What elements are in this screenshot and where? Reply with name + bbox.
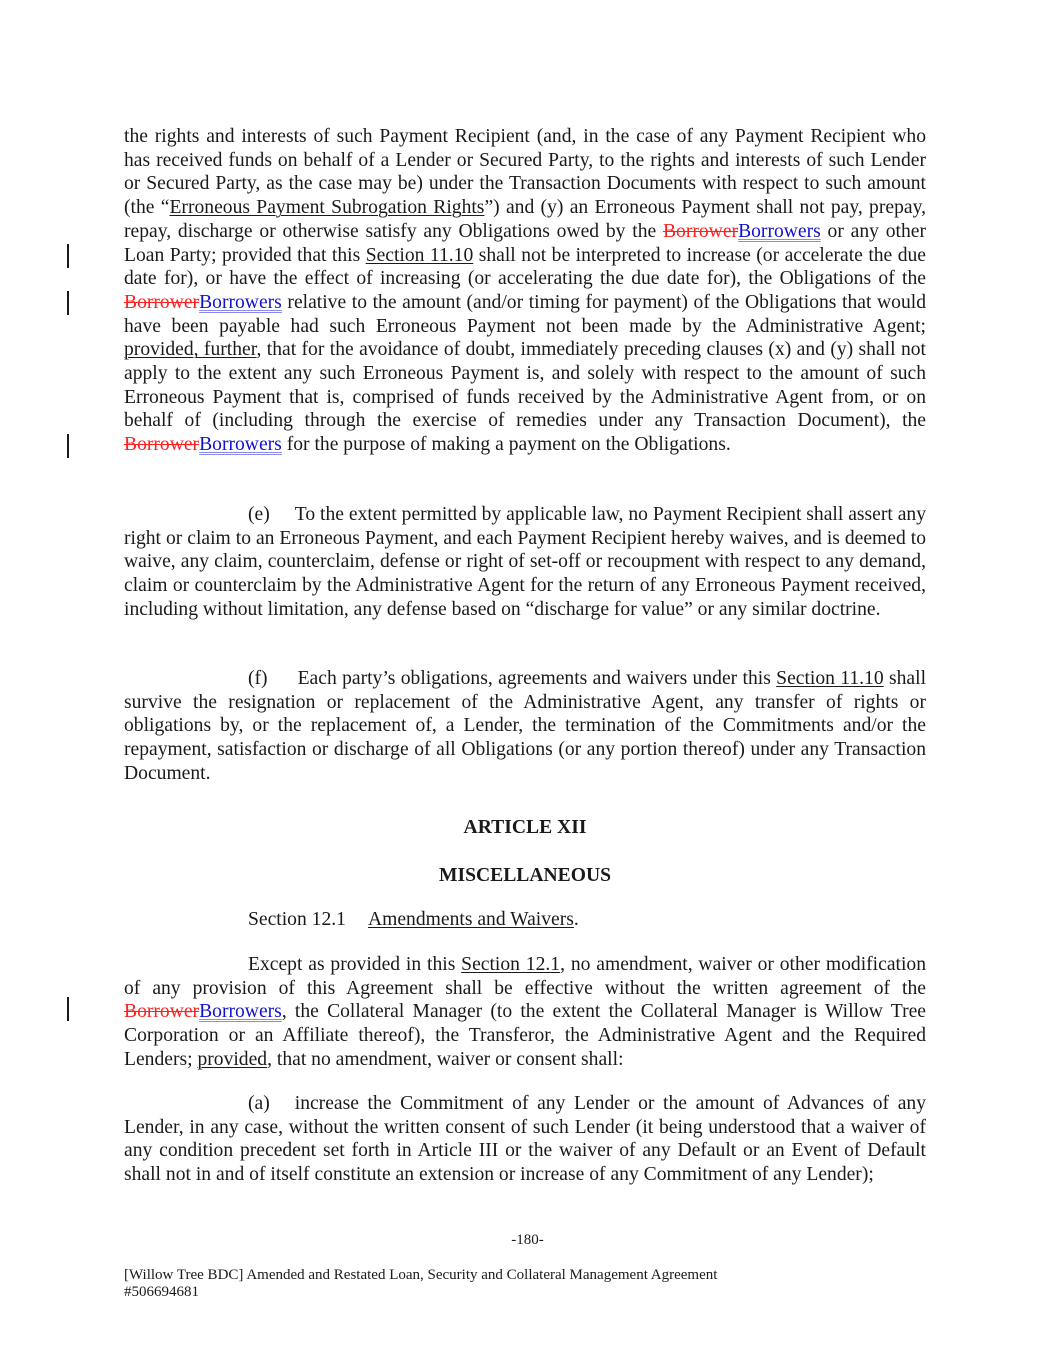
- section-reference: Section 11.10: [365, 244, 474, 266]
- deleted-text: Borrower: [124, 1001, 200, 1023]
- section-reference: Section 12.1: [461, 954, 561, 975]
- change-bar: [67, 244, 69, 268]
- inserted-text: Borrowers: [738, 220, 821, 242]
- text: ”) and (y) an Erroneous Payment shall not pay, prepay, repay, discharge or otherwise satisfy any Obligations owed by the: [124, 197, 926, 242]
- document-id: #506694681: [124, 1284, 199, 1300]
- proviso: provided: [197, 1048, 268, 1070]
- inserted-text: Borrowers: [199, 1001, 282, 1023]
- section-title: Amendments and Waivers: [367, 909, 574, 930]
- inserted-text: Borrowers: [199, 434, 282, 456]
- text: increase the Commitment of any Lender or the amount of Advances of any Lender, in any case, without the written consent of such Lender (it being understood that a waiver of any condition precedent set forth in Article III or the waiver of any Default or an Event of Default shall not in and of itself constitute an extension or increase of any Commitment of any Lender);: [124, 1093, 926, 1186]
- text: To the extent permitted by applicable law, no Payment Recipient shall assert any right or claim to an Erroneous Payment, and each Payment Recipient hereby waives, and is deemed to waive, any claim, counterclaim, defense or right of set-off or recoupment with respect to any demand, claim or counterclaim by the Administrative Agent for the return of any Erroneous Payment received, including without limitation, any defense based on “discharge for value” or any similar doctrine.: [124, 504, 926, 620]
- clause-label: (f): [248, 668, 268, 689]
- clause-label: (a): [248, 1093, 270, 1114]
- text: , no amendment, waiver or other modification of any provision of this Agreement shall be effective without the written agreement of the: [124, 954, 926, 999]
- paragraph-d-continuation: [124, 125, 926, 457]
- text: for the purpose of making a payment on the Obligations.: [281, 434, 731, 456]
- paragraph-except: [124, 953, 926, 1072]
- article-title-block: [124, 864, 926, 888]
- inserted-text: Borrowers: [199, 291, 282, 313]
- paragraph-a: [124, 1092, 926, 1187]
- paragraph-f: [124, 667, 926, 786]
- deleted-text: Borrower: [662, 220, 739, 242]
- text: relative to the amount (and/or timing for payment) of the Obligations that would have been payable had such Erroneous Payment not been made by the Administrative Agent;: [124, 291, 926, 337]
- footer-title: [Willow Tree BDC] Amended and Restated Loan, Security and Collateral Management Agreement: [124, 1267, 718, 1283]
- text: shall survive the resignation or replacement of the Administrative Agent, any transfer of rights or obligations by, or the replacement of, a Lender, the termination of the Commitments and/or the repayment, satisfaction or discharge of all Obligations (or any portion thereof) under any Transaction Document.: [124, 668, 927, 784]
- text: shall not be interpreted to increase (or accelerate the due date for), or have the effect of increasing (or accelerating the due date for), the Obligations of the: [124, 244, 927, 290]
- text: or any other Loan Party; provided that this: [124, 220, 926, 266]
- text: , the Collateral Manager (to the extent the Collateral Manager is Willow Tree Corporation or an Affiliate thereof), the Transferor, the Administrative Agent and the Required Lenders;: [124, 1001, 926, 1070]
- footer: [124, 1267, 717, 1301]
- clause-label: (e): [248, 504, 270, 525]
- article-number: ARTICLE XII: [463, 817, 587, 838]
- deleted-text: Borrower: [124, 434, 200, 456]
- defined-term: Erroneous Payment Subrogation Rights: [169, 197, 485, 219]
- section-reference: Section 11.10: [776, 668, 884, 689]
- text: , that no amendment, waiver or consent shall:: [267, 1048, 624, 1070]
- section-number: Section 12.1: [248, 909, 346, 930]
- text: Except as provided in this: [248, 954, 462, 975]
- change-bar: [67, 997, 69, 1021]
- text: the rights and interests of such Payment Recipient (and, in the case of any Payment Recipient who has received funds on behalf of a Lender or Secured Party, to the rights and interests of such Lender or Secured Party, as the case may be) under the Transaction Documents with respect to such amount (the “: [124, 126, 926, 219]
- article-heading: [124, 816, 926, 840]
- paragraph-e: [124, 503, 926, 622]
- proviso: provided, further: [124, 339, 257, 361]
- page-number: -180-: [511, 1232, 544, 1248]
- change-bar: [67, 434, 69, 458]
- change-bar: [67, 291, 69, 315]
- text: Each party’s obligations, agreements and waivers under this: [297, 668, 777, 689]
- section-title-punct: .: [573, 909, 579, 930]
- section-heading: [124, 908, 926, 932]
- deleted-text: Borrower: [124, 291, 200, 313]
- article-title: MISCELLANEOUS: [438, 865, 612, 886]
- text: , that for the avoidance of doubt, immediately preceding clauses (x) and (y) shall not apply to the extent any such Erroneous Payment is, and solely with respect to the amount of such Erroneous Payment that is, comprised of funds received by the Administrative Agent from, or on behalf of (including through the exercise of remedies under any Transaction Document), the: [124, 339, 926, 432]
